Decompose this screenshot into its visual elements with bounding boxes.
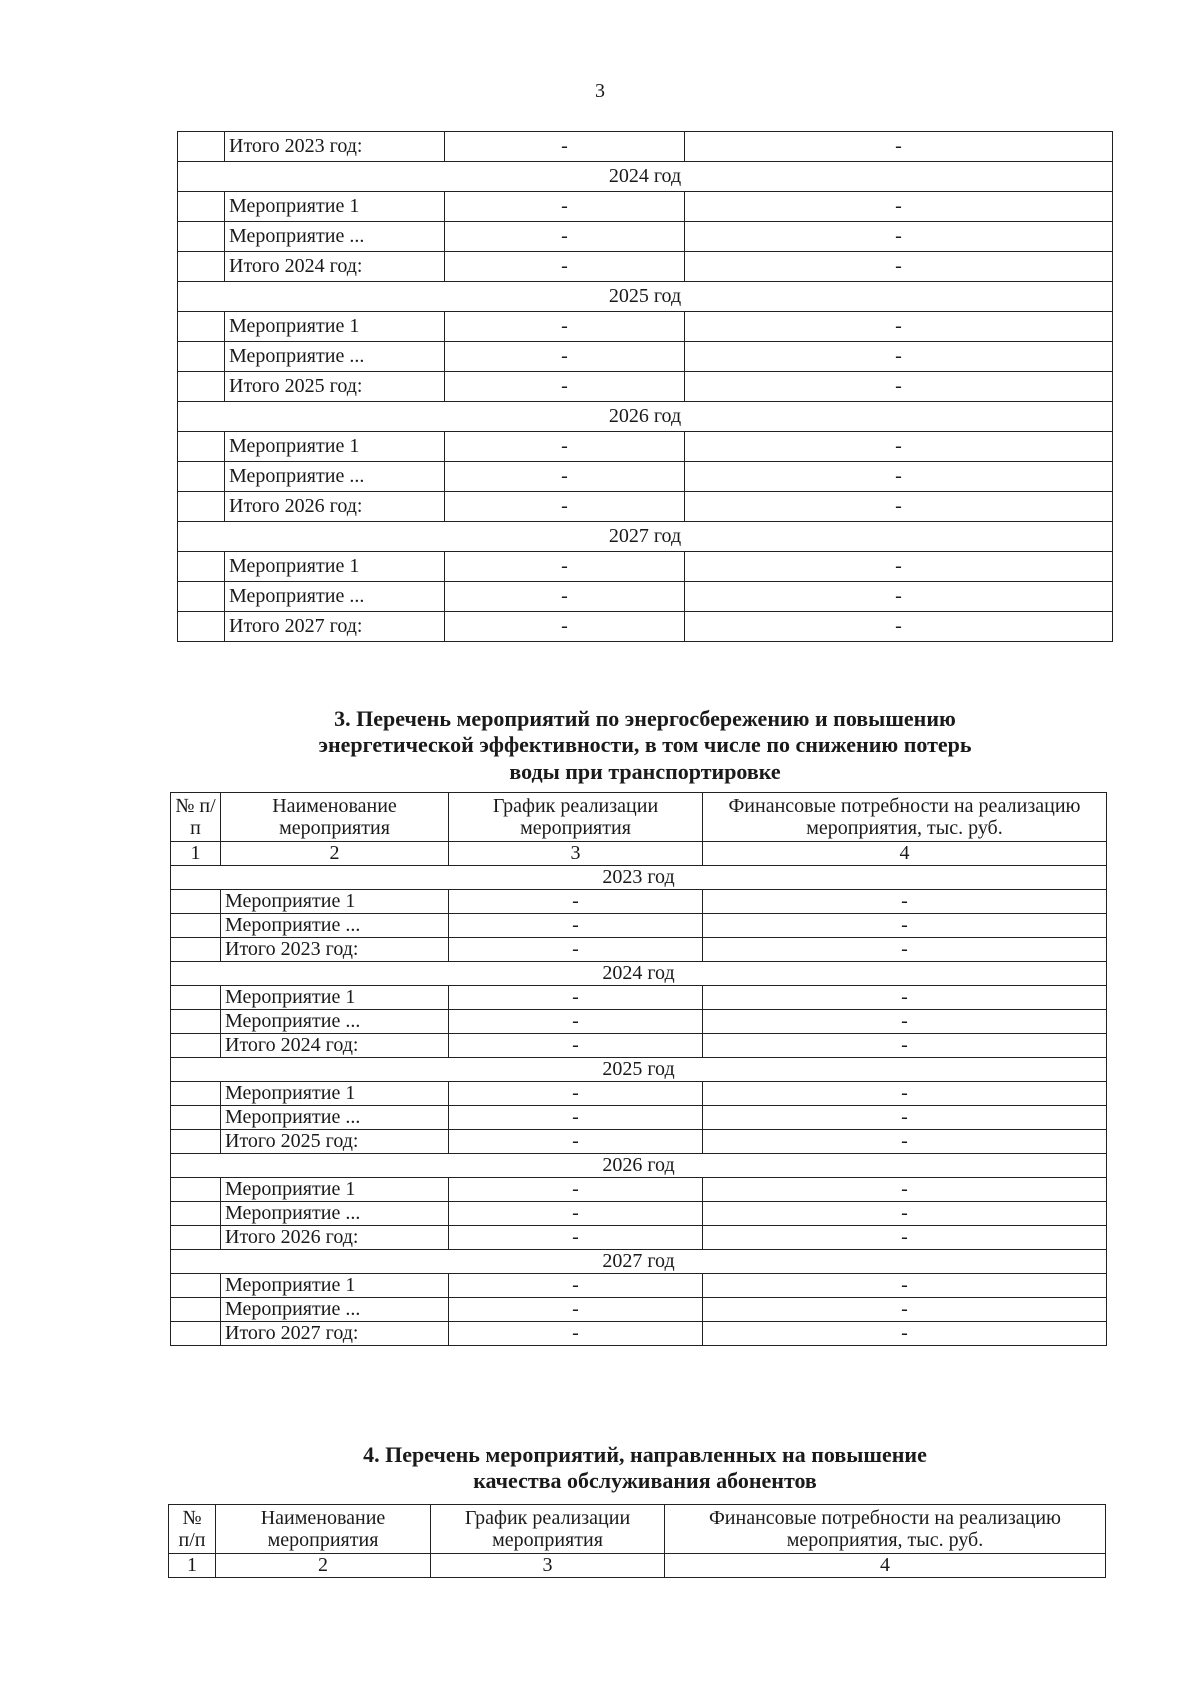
event-name-cell: Мероприятие ... [221, 1298, 449, 1322]
finance-cell: - [703, 1202, 1107, 1226]
schedule-cell: - [449, 1322, 703, 1346]
row-number-cell [171, 1274, 221, 1298]
table-row [171, 1274, 1107, 1298]
event-name-cell: Итого 2024 год: [221, 1034, 449, 1058]
table-continued [177, 131, 1113, 642]
event-name-cell: Итого 2027 год: [225, 612, 445, 642]
table-row [171, 1010, 1107, 1034]
schedule-cell: - [445, 132, 685, 162]
column-number: 4 [703, 842, 1107, 866]
table-row [171, 938, 1107, 962]
row-number-cell [178, 582, 225, 612]
event-name-cell: Итого 2024 год: [225, 252, 445, 282]
schedule-cell: - [445, 492, 685, 522]
row-number-cell [178, 492, 225, 522]
table-row [171, 890, 1107, 914]
finance-cell: - [685, 342, 1113, 372]
table-row [178, 192, 1113, 222]
finance-cell: - [685, 222, 1113, 252]
page-number: 3 [595, 80, 605, 102]
table-row [178, 372, 1113, 402]
header-finance: Финансовые потребности на реализацию мероприятия, тыс. руб. [665, 1505, 1106, 1554]
event-name-cell: Итого 2025 год: [221, 1130, 449, 1154]
schedule-cell: - [445, 432, 685, 462]
table-row [171, 1322, 1107, 1346]
event-name-cell: Мероприятие 1 [221, 890, 449, 914]
table-row [178, 492, 1113, 522]
row-number-cell [171, 986, 221, 1010]
year-label: 2024 год [178, 162, 1113, 192]
header-schedule: График реализации мероприятия [431, 1505, 665, 1554]
schedule-cell: - [449, 1106, 703, 1130]
row-number-cell [171, 1202, 221, 1226]
finance-cell: - [685, 462, 1113, 492]
event-name-cell: Мероприятие ... [221, 1010, 449, 1034]
year-row [171, 1058, 1107, 1082]
year-label: 2026 год [178, 402, 1113, 432]
table-row [171, 1202, 1107, 1226]
column-number: 4 [665, 1554, 1106, 1578]
row-number-cell [171, 1178, 221, 1202]
finance-cell: - [685, 312, 1113, 342]
schedule-cell: - [445, 552, 685, 582]
event-name-cell: Мероприятие 1 [221, 986, 449, 1010]
row-number-cell [171, 1034, 221, 1058]
section-3-title-line2: энергетической эффективности, в том числе по снижению потерь [318, 732, 972, 758]
table-row [178, 432, 1113, 462]
event-name-cell: Мероприятие 1 [225, 312, 445, 342]
finance-cell: - [703, 1082, 1107, 1106]
column-number: 2 [216, 1554, 431, 1578]
row-number-cell [171, 1010, 221, 1034]
column-number: 3 [431, 1554, 665, 1578]
schedule-cell: - [449, 890, 703, 914]
row-number-cell [171, 1226, 221, 1250]
row-number-cell [178, 462, 225, 492]
table-row [171, 1082, 1107, 1106]
event-name-cell: Мероприятие ... [225, 462, 445, 492]
event-name-cell: Мероприятие 1 [225, 552, 445, 582]
header-number: № п/п [171, 793, 221, 842]
schedule-cell: - [449, 1082, 703, 1106]
year-label: 2024 год [171, 962, 1107, 986]
row-number-cell [178, 222, 225, 252]
event-name-cell: Итого 2026 год: [225, 492, 445, 522]
event-name-cell: Итого 2023 год: [225, 132, 445, 162]
section-3-table [170, 792, 1107, 1346]
schedule-cell: - [445, 342, 685, 372]
event-name-cell: Мероприятие 1 [225, 432, 445, 462]
finance-cell: - [685, 582, 1113, 612]
finance-cell: - [703, 1298, 1107, 1322]
table-row [171, 1034, 1107, 1058]
table-row [171, 986, 1107, 1010]
table-header-row [171, 793, 1107, 842]
finance-cell: - [685, 252, 1113, 282]
column-number: 3 [449, 842, 703, 866]
table-row [171, 1106, 1107, 1130]
table-row [171, 1226, 1107, 1250]
event-name-cell: Мероприятие ... [225, 222, 445, 252]
row-number-cell [171, 1082, 221, 1106]
year-row [178, 162, 1113, 192]
header-schedule: График реализации мероприятия [449, 793, 703, 842]
event-name-cell: Итого 2025 год: [225, 372, 445, 402]
row-number-cell [171, 914, 221, 938]
finance-cell: - [685, 552, 1113, 582]
year-row [171, 1154, 1107, 1178]
schedule-cell: - [449, 1274, 703, 1298]
section-4-title [0, 1442, 1200, 1495]
row-number-cell [178, 132, 225, 162]
finance-cell: - [685, 132, 1113, 162]
year-row [171, 962, 1107, 986]
column-number-row [169, 1554, 1106, 1578]
section-3-title-line3: воды при транспортировке [509, 758, 781, 784]
year-label: 2025 год [178, 282, 1113, 312]
finance-cell: - [703, 986, 1107, 1010]
year-label: 2026 год [171, 1154, 1107, 1178]
event-name-cell: Итого 2023 год: [221, 938, 449, 962]
finance-cell: - [703, 914, 1107, 938]
column-number: 2 [221, 842, 449, 866]
row-number-cell [178, 612, 225, 642]
table-row [171, 1178, 1107, 1202]
section-4-table [168, 1504, 1106, 1578]
event-name-cell: Мероприятие 1 [221, 1082, 449, 1106]
event-name-cell: Мероприятие 1 [225, 192, 445, 222]
schedule-cell: - [449, 914, 703, 938]
finance-cell: - [685, 372, 1113, 402]
row-number-cell [171, 1322, 221, 1346]
schedule-cell: - [449, 1130, 703, 1154]
schedule-cell: - [445, 192, 685, 222]
table-row [178, 582, 1113, 612]
event-name-cell: Мероприятие ... [221, 1106, 449, 1130]
table-row [178, 252, 1113, 282]
event-name-cell: Мероприятие 1 [221, 1178, 449, 1202]
schedule-cell: - [445, 612, 685, 642]
header-name: Наименование мероприятия [216, 1505, 431, 1554]
event-name-cell: Мероприятие ... [225, 582, 445, 612]
table-row [171, 1298, 1107, 1322]
column-number-row [171, 842, 1107, 866]
schedule-cell: - [449, 1010, 703, 1034]
schedule-cell: - [449, 938, 703, 962]
section-4-title-line1: 4. Перечень мероприятий, направленных на повышение [363, 1442, 927, 1467]
schedule-cell: - [449, 1226, 703, 1250]
row-number-cell [178, 552, 225, 582]
finance-cell: - [703, 938, 1107, 962]
table-row [178, 462, 1113, 492]
event-name-cell: Мероприятие ... [221, 914, 449, 938]
schedule-cell: - [449, 1178, 703, 1202]
year-row [178, 282, 1113, 312]
schedule-cell: - [445, 222, 685, 252]
table-row [178, 342, 1113, 372]
schedule-cell: - [445, 582, 685, 612]
row-number-cell [178, 432, 225, 462]
finance-cell: - [685, 432, 1113, 462]
row-number-cell [171, 890, 221, 914]
header-number: № п/п [169, 1505, 216, 1554]
finance-cell: - [703, 890, 1107, 914]
year-label: 2023 год [171, 866, 1107, 890]
row-number-cell [171, 1130, 221, 1154]
table-header-row [169, 1505, 1106, 1554]
table-row [171, 914, 1107, 938]
finance-cell: - [703, 1010, 1107, 1034]
table-row [178, 222, 1113, 252]
row-number-cell [171, 938, 221, 962]
year-row [171, 1250, 1107, 1274]
finance-cell: - [685, 192, 1113, 222]
finance-cell: - [703, 1034, 1107, 1058]
header-finance: Финансовые потребности на реализацию мероприятия, тыс. руб. [703, 793, 1107, 842]
event-name-cell: Итого 2026 год: [221, 1226, 449, 1250]
schedule-cell: - [445, 462, 685, 492]
finance-cell: - [703, 1106, 1107, 1130]
section-3-title [0, 706, 1200, 785]
finance-cell: - [703, 1178, 1107, 1202]
header-name: Наименование мероприятия [221, 793, 449, 842]
column-number: 1 [169, 1554, 216, 1578]
row-number-cell [171, 1106, 221, 1130]
event-name-cell: Мероприятие ... [225, 342, 445, 372]
event-name-cell: Итого 2027 год: [221, 1322, 449, 1346]
finance-cell: - [703, 1130, 1107, 1154]
section-4-title-line2: качества обслуживания абонентов [473, 1468, 817, 1494]
schedule-cell: - [445, 372, 685, 402]
year-label: 2027 год [171, 1250, 1107, 1274]
finance-cell: - [703, 1274, 1107, 1298]
section-3-title-line1: 3. Перечень мероприятий по энергосбережению и повышению [334, 706, 956, 731]
finance-cell: - [703, 1322, 1107, 1346]
table-row [171, 1130, 1107, 1154]
year-label: 2025 год [171, 1058, 1107, 1082]
finance-cell: - [703, 1226, 1107, 1250]
schedule-cell: - [445, 252, 685, 282]
schedule-cell: - [449, 986, 703, 1010]
table-row [178, 312, 1113, 342]
schedule-cell: - [449, 1202, 703, 1226]
row-number-cell [178, 192, 225, 222]
table-row [178, 552, 1113, 582]
table-row [178, 132, 1113, 162]
row-number-cell [178, 342, 225, 372]
finance-cell: - [685, 492, 1113, 522]
year-row [171, 866, 1107, 890]
schedule-cell: - [449, 1298, 703, 1322]
row-number-cell [178, 252, 225, 282]
schedule-cell: - [449, 1034, 703, 1058]
column-number: 1 [171, 842, 221, 866]
row-number-cell [171, 1298, 221, 1322]
row-number-cell [178, 372, 225, 402]
table-row [178, 612, 1113, 642]
row-number-cell [178, 312, 225, 342]
year-label: 2027 год [178, 522, 1113, 552]
year-row [178, 522, 1113, 552]
year-row [178, 402, 1113, 432]
event-name-cell: Мероприятие 1 [221, 1274, 449, 1298]
schedule-cell: - [445, 312, 685, 342]
finance-cell: - [685, 612, 1113, 642]
event-name-cell: Мероприятие ... [221, 1202, 449, 1226]
